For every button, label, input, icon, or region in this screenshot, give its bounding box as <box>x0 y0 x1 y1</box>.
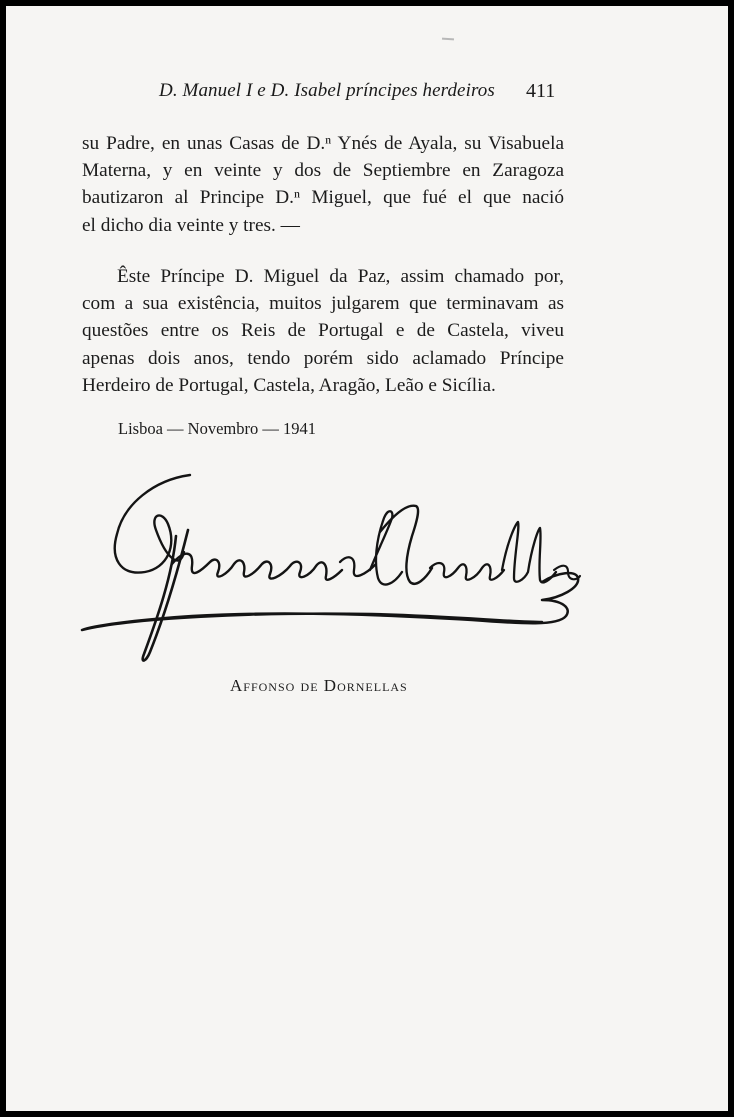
text-line: apenas dois anos, tendo porém sido aclamado Príncipe <box>82 347 564 369</box>
text-line: Êste Príncipe D. Miguel da Paz, assim chamado por, <box>117 266 564 287</box>
text-line: Materna, y en veinte y dos de Septiembre en Zaragoza <box>82 160 564 182</box>
signatory-name: Affonso de Dornellas <box>230 676 408 695</box>
spanish-quote-paragraph <box>82 130 564 239</box>
handwritten-signature <box>72 466 592 676</box>
page-header <box>6 80 728 110</box>
book-page <box>6 6 728 1111</box>
text-line: su Padre, en unas Casas de D.ⁿ Ynés de Ayala, su Visabuela <box>82 133 564 154</box>
text-line: el dicho dia veinte y tres. — <box>82 214 300 236</box>
portuguese-paragraph <box>82 263 564 399</box>
text-line: questões entre os Reis de Portugal e de Castela, viveu <box>82 320 564 342</box>
text-line: bautizaron al Principe D.ⁿ Miguel, que fué el que nació <box>82 187 564 209</box>
running-title: D. Manuel I e D. Isabel príncipes herdeiros <box>159 80 495 101</box>
text-line: Herdeiro de Portugal, Castela, Aragão, Leão e Sicília. <box>82 374 496 396</box>
dateline: Lisboa — Novembro — 1941 <box>118 419 316 438</box>
text-line: com a sua existência, muitos julgarem que terminavam as <box>82 293 564 315</box>
page-number: 411 <box>526 80 556 102</box>
dust-mark <box>442 38 454 41</box>
